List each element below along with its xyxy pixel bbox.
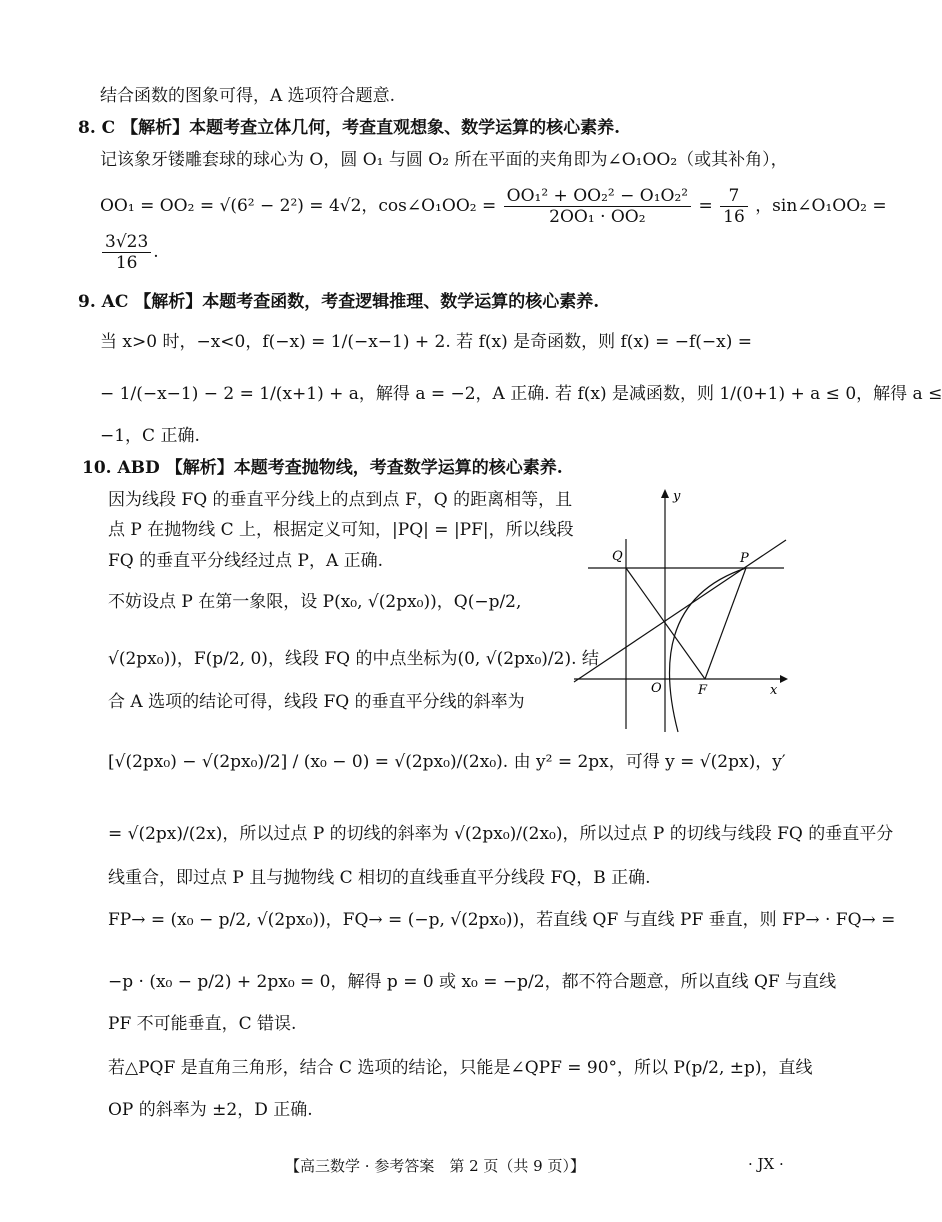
text-line: PF 不可能垂直，C 错误.: [108, 1014, 297, 1034]
text-line: −p · (x₀ − p/2) + 2px₀ = 0，解得 p = 0 或 x₀ = −p/2，都不符合题意，所以直线 QF 与直线: [108, 972, 837, 992]
denominator: 16: [723, 207, 745, 227]
text-line: 因为线段 FQ 的垂直平分线上的点到点 F，Q 的距离相等，且: [108, 490, 573, 510]
label-p: P: [740, 551, 749, 566]
label-f: F: [698, 683, 708, 698]
tangent-line: [574, 540, 786, 682]
text-line: − 1/(−x−1) − 2 = 1/(x+1) + a，解得 a = −2，A 正确. 若 f(x) 是减函数，则 1/(0+1) + a ≤ 0，解得 a ≤: [100, 384, 942, 404]
formula-text: OO₁ = OO₂ = √(6² − 2²) = 4√2，cos∠O₁OO₂ =: [100, 196, 497, 216]
x-axis-arrow: [780, 675, 788, 683]
formula-text: =: [698, 196, 713, 216]
text-line: −1，C 正确.: [100, 426, 200, 446]
label-y: y: [673, 489, 681, 504]
denominator: 2OO₁ · OO₂: [549, 207, 646, 227]
fraction: [720, 186, 748, 227]
footer-code: · JX ·: [748, 1155, 784, 1173]
formula-line: [100, 186, 887, 227]
text-line: 记该象牙镂雕套球的球心为 O，圆 O₁ 与圆 O₂ 所在平面的夹角即为∠O₁OO₂（或其补角），: [100, 150, 788, 170]
text-line: 结合函数的图象可得，A 选项符合题意.: [100, 86, 396, 106]
fraction: [504, 186, 691, 227]
label-o: O: [651, 681, 662, 696]
text-line: 合 A 选项的结论可得，线段 FQ 的垂直平分线的斜率为: [108, 692, 525, 712]
numerator: OO₁² + OO₂² − O₁O₂²: [504, 186, 691, 207]
denominator: 16: [115, 253, 138, 273]
label-q: Q: [612, 549, 623, 564]
text-line: 点 P 在抛物线 C 上，根据定义可知，|PQ| = |PF|，所以线段: [108, 520, 574, 540]
text-line: 不妨设点 P 在第一象限，设 P(x₀, √(2px₀))，Q(−p/2,: [108, 592, 522, 612]
q9-heading: 9. AC 【解析】本题考查函数，考查逻辑推理、数学运算的核心素养.: [78, 292, 600, 312]
fraction: [102, 232, 151, 273]
text-line: FQ 的垂直平分线经过点 P，A 正确.: [108, 551, 384, 571]
parabola-figure: [574, 484, 788, 734]
text-line: √(2px₀))，F(p/2, 0)，线段 FQ 的中点坐标为(0, √(2px₀)/2). 结: [108, 649, 599, 669]
text-line: [√(2px₀) − √(2px₀)/2] / (x₀ − 0) = √(2px₀)/(2x₀). 由 y² = 2px，可得 y = √(2px)，y′: [108, 752, 786, 772]
text-line: = √(2px)/(2x)，所以过点 P 的切线的斜率为 √(2px₀)/(2x₀)，所以过点 P 的切线与线段 FQ 的垂直平分: [108, 824, 894, 844]
q8-heading: 8. C 【解析】本题考查立体几何，考查直观想象、数学运算的核心素养.: [78, 118, 621, 138]
text-line: 当 x>0 时，−x<0，f(−x) = 1/(−x−1) + 2. 若 f(x) 是奇函数，则 f(x) = −f(−x) =: [100, 332, 752, 352]
footer-title: 【高三数学 · 参考答案 第 2 页（共 9 页）】: [285, 1157, 585, 1175]
formula-text: ，sin∠O₁OO₂ =: [755, 196, 887, 216]
text-line: FP→ = (x₀ − p/2, √(2px₀))，FQ→ = (−p, √(2px₀))，若直线 QF 与直线 PF 垂直，则 FP→ · FQ→ =: [108, 910, 896, 930]
q10-heading: 10. ABD 【解析】本题考查抛物线，考查数学运算的核心素养.: [82, 458, 563, 478]
text-line: 若△PQF 是直角三角形，结合 C 选项的结论，只能是∠QPF = 90°，所以 P(p/2, ±p)，直线: [108, 1058, 813, 1078]
text-line: 线重合，即过点 P 且与抛物线 C 相切的直线垂直平分线段 FQ，B 正确.: [108, 868, 651, 888]
y-axis-arrow: [661, 489, 669, 498]
numerator: 3√23: [102, 232, 151, 253]
formula-text: .: [153, 242, 159, 262]
text-line: OP 的斜率为 ±2，D 正确.: [108, 1100, 313, 1120]
formula-line: [100, 232, 159, 273]
label-x: x: [770, 683, 778, 698]
numerator: 7: [720, 186, 748, 207]
